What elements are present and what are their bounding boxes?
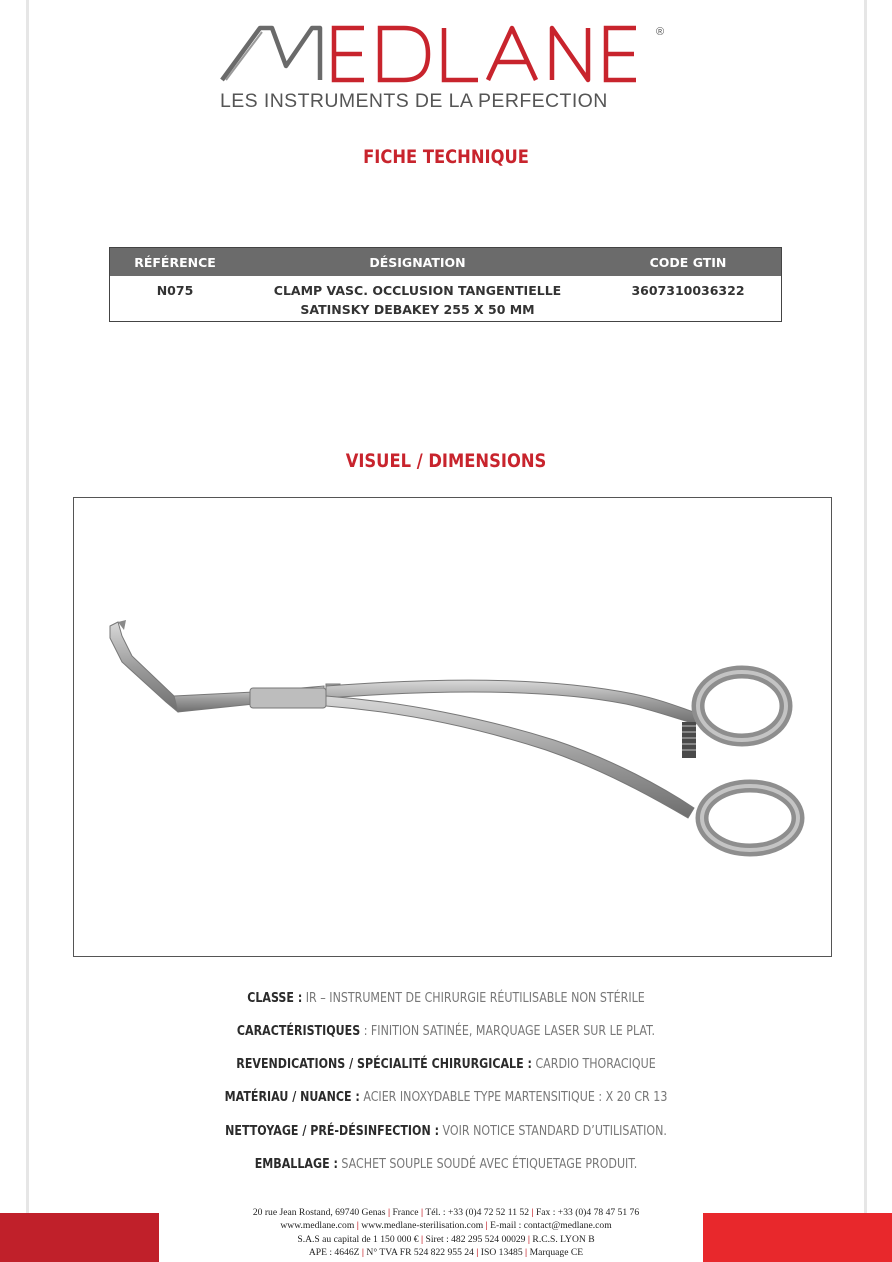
left-border-line	[26, 0, 29, 1262]
table-header-row	[110, 248, 781, 276]
fiche-technique-title: FICHE TECHNIQUE	[363, 146, 529, 168]
medlane-logo	[216, 22, 676, 117]
cell-gtin: 3607310036322	[631, 283, 745, 298]
spec-classe: CLASSE : IR – INSTRUMENT DE CHIRURGIE RÉUTILISABLE NON STÉRILE	[247, 990, 645, 1006]
spec-materiau: MATÉRIAU / NUANCE : ACIER INOXYDABLE TYPE MARTENSITIQUE : X 20 CR 13	[224, 1089, 668, 1105]
spec-caracteristiques: CARACTÉRISTIQUES : FINITION SATINÉE, MARQUAGE LASER SUR LE PLAT.	[236, 1023, 656, 1039]
sterilisation-website-link[interactable]: www.medlane-sterilisation.com	[361, 1220, 484, 1232]
footer-line-legal: S.A.S au capital de 1 150 000 € | Siret : 482 295 524 00029 | R.C.S. LYON B	[297, 1233, 595, 1245]
visuel-dimensions-title: VISUEL / DIMENSIONS	[345, 450, 547, 472]
company-footer	[0, 1206, 892, 1259]
footer-line-registration: APE : 4646Z | N° TVA FR 524 822 955 24 | ISO 13485 | Marquage CE	[308, 1246, 584, 1258]
email-link[interactable]: E-mail : contact@medlane.com	[490, 1220, 612, 1232]
reference-table	[109, 247, 782, 322]
header-designation: DÉSIGNATION	[369, 255, 466, 270]
right-border-line	[864, 0, 867, 1262]
header-reference: RÉFÉRENCE	[134, 255, 216, 270]
footer-line-web: www.medlane.com | www.medlane-sterilisation.com | E-mail : contact@medlane.com	[280, 1220, 612, 1232]
spec-emballage: EMBALLAGE : SACHET SOUPLE SOUDÉ AVEC ÉTIQUETAGE PRODUIT.	[254, 1156, 638, 1172]
cell-reference: N075	[156, 283, 194, 298]
website-link[interactable]: www.medlane.com	[280, 1220, 355, 1232]
spec-nettoyage: NETTOYAGE / PRÉ-DÉSINFECTION : VOIR NOTICE STANDARD D’UTILISATION.	[225, 1123, 667, 1139]
cell-designation: CLAMP VASC. OCCLUSION TANGENTIELLE SATINSKY DEBAKEY 255 X 50 MM	[273, 283, 562, 317]
table-row	[110, 276, 781, 321]
registered-mark: ®	[656, 26, 665, 38]
footer-line-address: 20 rue Jean Rostand, 69740 Genas | France | Tél. : +33 (0)4 72 52 11 52 | Fax : +33 (0)4 78 47 51 76	[252, 1207, 640, 1218]
clamp-instrument-icon	[74, 498, 833, 958]
brand-tagline: LES INSTRUMENTS DE LA PERFECTION	[220, 90, 608, 112]
spec-specialite: REVENDICATIONS / SPÉCIALITÉ CHIRURGICALE : CARDIO THORACIQUE	[236, 1056, 656, 1072]
header-gtin: CODE GTIN	[649, 255, 727, 270]
product-image-frame	[73, 497, 832, 957]
medlane-wordmark	[216, 22, 656, 84]
